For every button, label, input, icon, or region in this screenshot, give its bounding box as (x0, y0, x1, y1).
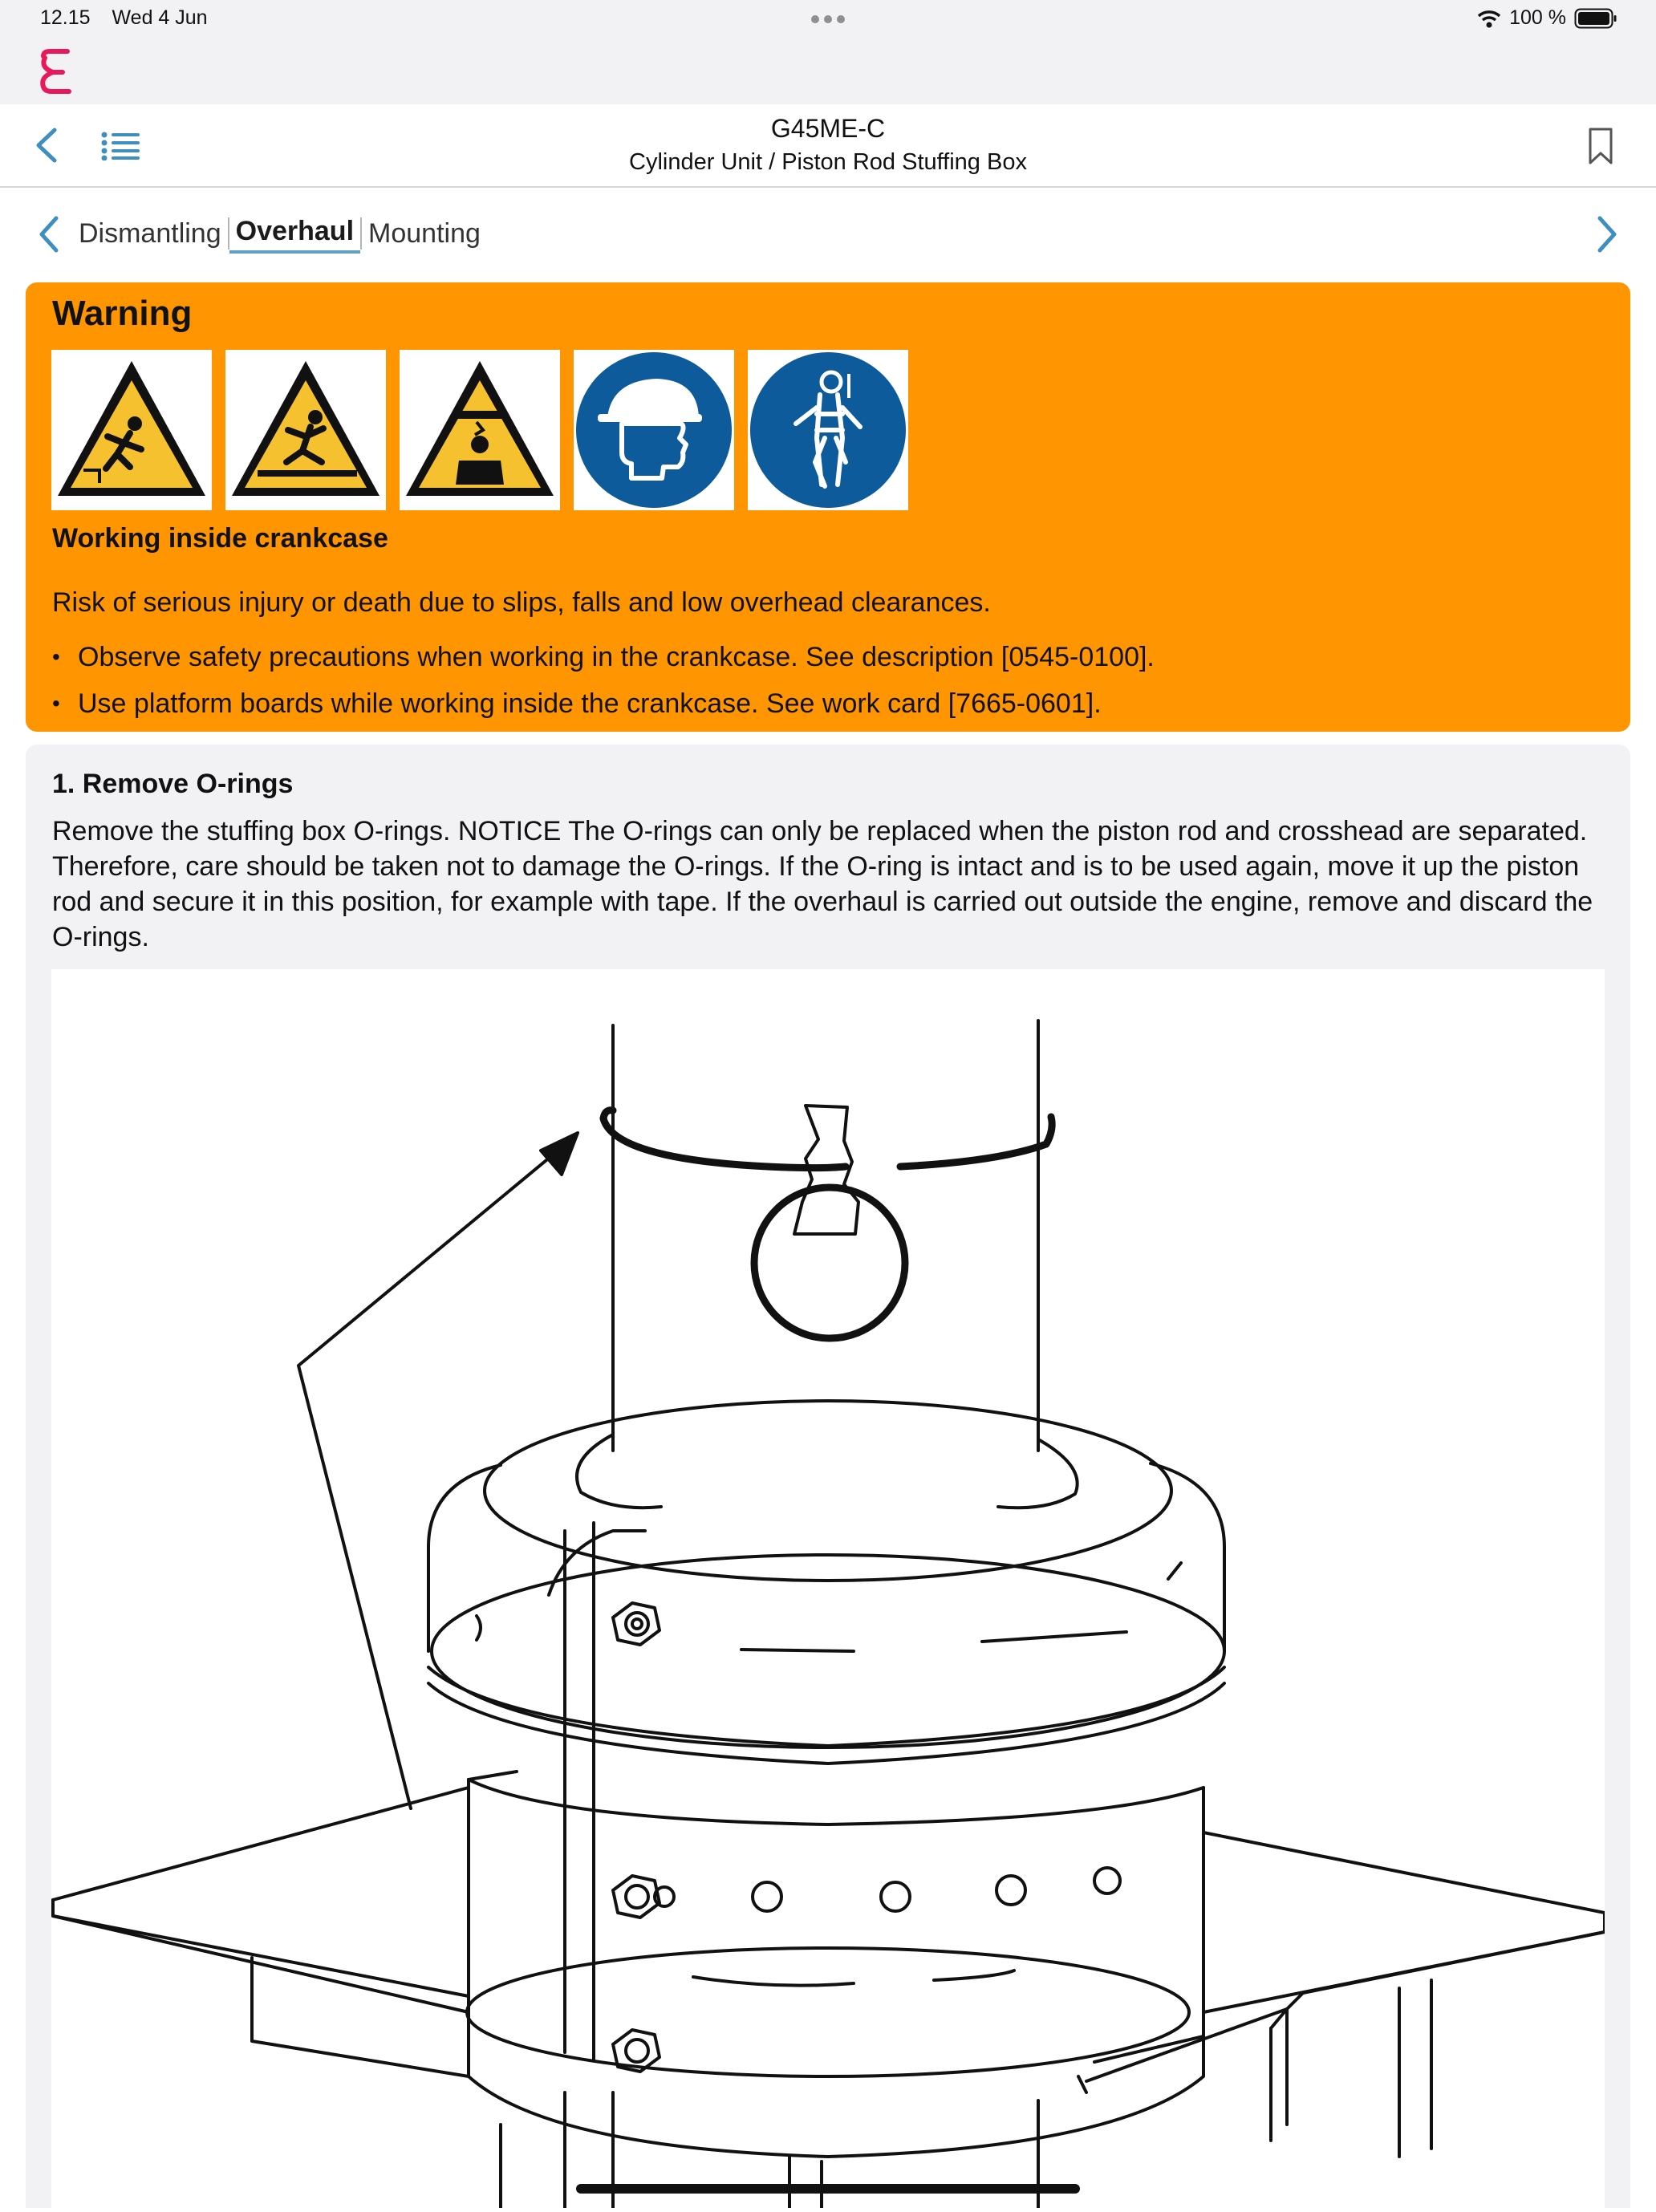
page-title: G45ME-C (770, 114, 886, 143)
stuffing-box-o-ring-illustration (51, 969, 1605, 2208)
warning-bullet-list (52, 634, 1155, 727)
next-section-chevron-icon[interactable] (1595, 215, 1619, 254)
status-right (1477, 6, 1617, 30)
warning-risk-text: Risk of serious injury or death due to slips, falls and low overhead clearances. (52, 587, 991, 618)
fall-hazard-icon (51, 350, 212, 510)
home-indicator[interactable] (576, 2184, 1080, 2194)
head-injury-hazard-icon (400, 350, 560, 510)
battery-icon (1574, 8, 1617, 29)
warning-bullet: • Use platform boards while working inside the crankcase. See work card [7665-0601]. (52, 680, 1155, 727)
status-bar (0, 0, 1656, 104)
status-date: Wed 4 Jun (112, 6, 208, 29)
tab-mounting[interactable]: Mounting (368, 218, 481, 249)
warning-bullet: • Observe safety precautions when working in the crankcase. See description [0545-0100]. (52, 634, 1155, 680)
section-tabs (79, 213, 487, 254)
safety-signs (51, 350, 908, 510)
page-subtitle: Cylinder Unit / Piston Rod Stuffing Box (629, 149, 1027, 175)
app-logo-icon[interactable] (37, 48, 74, 95)
tab-dismantling[interactable]: Dismantling (79, 218, 221, 249)
step-card (26, 745, 1630, 2208)
status-time-date (40, 6, 224, 30)
status-time: 12.15 (40, 6, 91, 29)
step-title: 1. Remove O-rings (52, 769, 294, 799)
warning-subheading: Working inside crankcase (52, 523, 388, 554)
battery-percent: 100 % (1509, 6, 1566, 29)
section-tabs-row (0, 186, 1656, 278)
previous-section-chevron-icon[interactable] (37, 215, 61, 254)
multitasking-dots-icon[interactable] (810, 14, 846, 24)
wifi-icon (1477, 9, 1501, 28)
warning-heading: Warning (52, 294, 193, 333)
tab-overhaul[interactable]: Overhaul (229, 213, 360, 254)
bookmark-icon[interactable] (1587, 127, 1614, 165)
wear-helmet-icon (574, 350, 734, 510)
navigation-bar (0, 104, 1656, 188)
slip-hazard-icon (225, 350, 386, 510)
step-description: Remove the stuffing box O-rings. NOTICE The O-rings can only be replaced when the piston rod and crosshead are separated. Therefore, care should be taken not to damage the O-rings. If the O-ring is intact and is to be used again, move it up the piston rod and secure it in this position, for example with tape. If the overhaul is carried out outside the engine, remove and discard the O-rings. (52, 816, 1593, 952)
warning-box (26, 282, 1630, 732)
wear-harness-icon (748, 350, 908, 510)
technical-illustration[interactable] (51, 969, 1605, 2208)
